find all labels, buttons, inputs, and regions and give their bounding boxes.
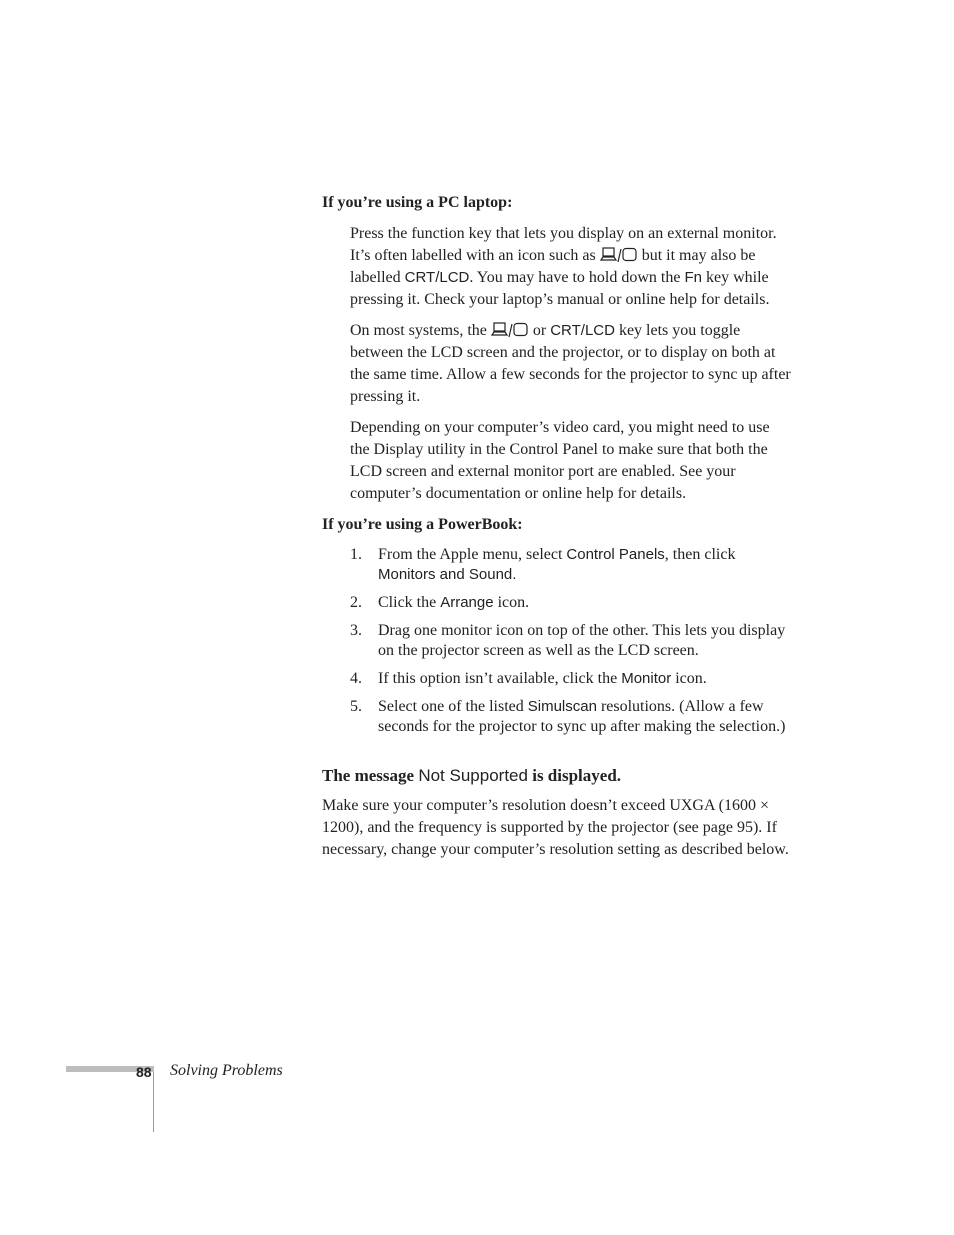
laptop-monitor-toggle-icon [600,247,638,263]
pc-p2-text-a: On most systems, the [350,322,491,339]
step-text: , then click [664,546,736,563]
laptop-monitor-toggle-icon [491,322,529,338]
pc-paragraph-3: Depending on your computer’s video card, you might need to use the Display utility in the Control Panel to make sure that both the LCD screen and external monitor port are enabled. See your computer’s documentation or online help for details. [350,419,770,502]
arrange-label: Arrange [440,594,494,611]
page-content [322,192,792,861]
step-text: Select one of the listed [378,698,528,715]
footer-rule [153,1072,154,1132]
step-text: Drag one monitor icon on top of the other. This lets you display on the projector screen as well as the LCD screen. [378,622,786,659]
step-text: icon. [493,594,530,611]
step-text: If this option isn’t available, click the [378,670,622,687]
not-supported-body: Make sure your computer’s resolution doesn’t exceed UXGA (1600 × 1200), and the frequency is supported by the projector (see page 95). If necessary, change your computer’s resolution setting as described below. [322,797,789,858]
step-number: 3. [350,622,362,639]
pc-p1-text-d: key while pressing it. Check your laptop’s manual or online help for details. [350,269,770,308]
list-item [350,545,792,585]
step-text: icon. [671,670,707,687]
pc-laptop-heading: If you’re using a PC laptop: [322,194,513,211]
simulscan-label: Simulscan [527,698,597,715]
not-supported-title [322,765,792,787]
step-number: 5. [350,698,362,715]
powerbook-steps-list [350,545,792,737]
monitor-label: Monitor [621,670,672,687]
chapter-title: Solving Problems [170,1062,283,1079]
step-number: 4. [350,670,362,687]
pc-p1-text-b: but it may also be labelled [350,247,756,286]
pc-p2-text-b: or [528,322,551,339]
step-text: From the Apple menu, select [378,546,567,563]
page-number: 88 [136,1064,152,1080]
title-text-b: is displayed. [527,766,622,785]
pc-paragraph-2 [350,320,792,408]
crt-lcd-key-label: CRT/LCD [550,322,615,339]
control-panels-label: Control Panels [566,546,665,563]
not-supported-label: Not Supported [418,766,528,785]
monitors-and-sound-label: Monitors and Sound. [378,566,517,583]
pc-p1-text-c: . You may have to hold down the [469,269,685,286]
step-number: 2. [350,594,362,611]
list-item [350,593,792,613]
pc-p2-text-c: key lets you toggle between the LCD screen and the projector, or to display on both at the same time. Allow a few seconds for the projector to sync up after pressing it. [350,322,791,405]
fn-key-label: Fn [684,269,702,286]
title-text-a: The message [322,766,419,785]
crt-lcd-key-label: CRT/LCD [404,269,470,286]
powerbook-heading: If you’re using a PowerBook: [322,516,523,533]
list-item [350,669,792,689]
list-item [350,621,792,661]
step-number: 1. [350,546,362,563]
step-text: resolutions. (Allow a few seconds for the projector to sync up after making the selection.) [378,698,786,735]
pc-p1-text-a: Press the function key that lets you display on an external monitor. It’s often labelled with an icon such as [350,225,777,264]
pc-paragraph-1 [350,223,792,311]
list-item [350,697,792,737]
step-text: Click the [378,594,441,611]
